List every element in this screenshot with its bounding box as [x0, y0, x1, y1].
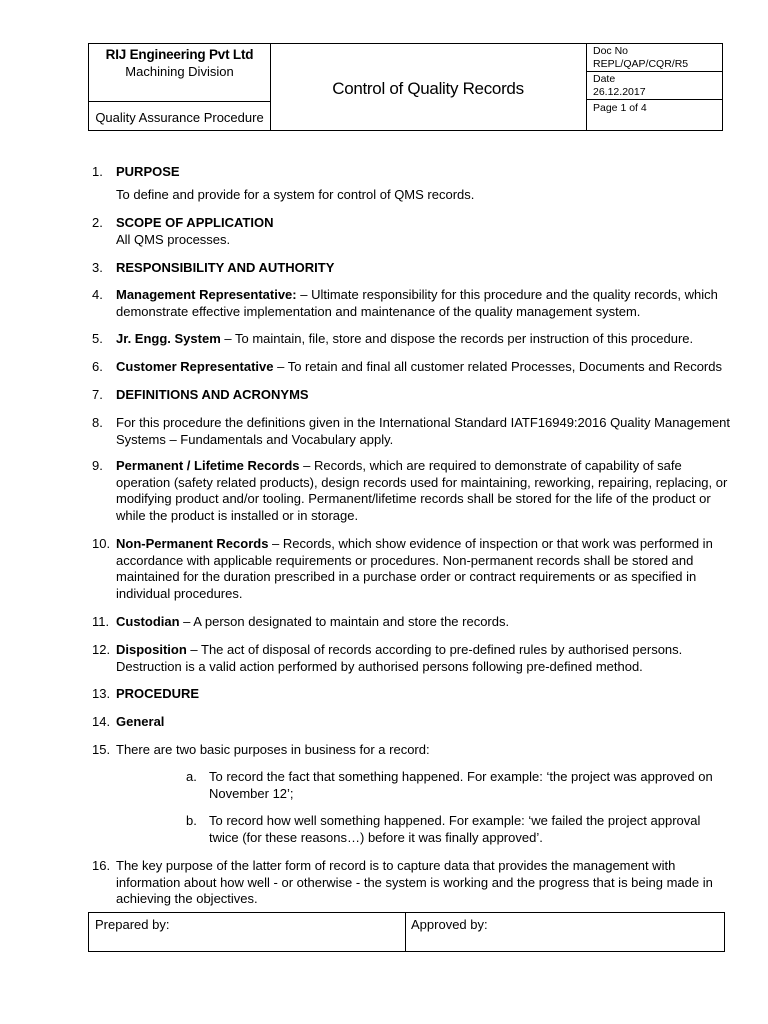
doc-no-label: Doc No: [593, 45, 629, 57]
section-heading: SCOPE OF APPLICATION: [116, 215, 274, 230]
term: Disposition: [116, 642, 187, 657]
approved-by-label: Approved by:: [411, 917, 488, 932]
header-divider: [586, 99, 722, 100]
page-number: Page 1 of 4: [593, 102, 647, 114]
body-text: All QMS processes.: [116, 232, 231, 247]
date-value: 26.12.2017: [593, 86, 646, 98]
document-page: RIJ Engineering Pvt Ltd Machining Division Quality Assurance Procedure Control of Quality Records Doc No REPL/QAP/CQR/R5 Date 26.12.2017 Page 1 of 4 1. PURPOSE To define and provide for a system for control of QMS records. 2. SCOPE OF APPLICATION All QMS processes. 3. RESPONSIBILITY AND AUTHORITY 4. Management Representative: – Ultimate responsibility for this procedure and the quality records, which demonstrate effective implementation and maintenance of the quality management system. 5. Jr. Engg. System – To maintain, file, store and dispose the records per instruction of this procedure. 6. Customer Representative – To retain and final all customer related Processes, Documents and Records 7. DEFINITIONS AND ACRONYMS 8. For this procedure the definitions given in the International Standard IATF16949:2016 Quality Management Systems – Fundamentals and Vocabulary apply. 9. Permanent / Lifetime Records – Records, which are required to demonstrate of capability of safe operation (safety related products), design records used for maintaining, reworking, repairing, replacing, or modifying product and/or tooling. Permanent/lifetime records shall be stored for the life of the product or while the product is installed or in storage. 10. Non-Permanent Records – Records, which show evidence of inspection or that work was performed in accordance with applicable requirements or procedures. Non-permanent records shall be stored and maintained for the duration prescribed in a purchase order or contract requirements or as specified in individual procedures. 11. Custodian – A person designated to maintain and store the records. 12. Disposition – The act of disposal of records according to pre-defined rules by authorised persons. Destruction is a valid action performed by authorised persons following pre-defined method. 13. PROCEDURE 14. General 15. There are two basic purposes in business for a record: a. To record the fact that something happened. For example: ‘the project was approved on November 12’; b. To record how well something happened. For example: ‘we failed the project approval twice (for these reasons…) before it was finally approved’. 16. The key purpose of the latter form of record is to capture data that provides the management with information about how well - or otherwise - the system is working and the progress that is being made in achieving the objectives. Prepared by: Approved by:: [0, 0, 768, 1024]
term: Permanent / Lifetime Records: [116, 458, 300, 473]
prepared-by-label: Prepared by:: [95, 917, 170, 932]
document-header-table: [88, 43, 723, 131]
footer-divider: [405, 913, 406, 951]
procedure-type: Quality Assurance Procedure: [95, 110, 264, 125]
body-text: For this procedure the definitions given in the International Standard IATF16949:2016 Quality Management Systems – Fundamentals and Vocabulary apply.: [116, 415, 731, 447]
term: Custodian: [116, 614, 180, 629]
section-heading: DEFINITIONS AND ACRONYMS: [116, 387, 309, 402]
section-heading: PROCEDURE: [116, 686, 200, 701]
section-heading: PURPOSE: [116, 164, 180, 179]
term: Customer Representative: [116, 359, 274, 374]
term: Jr. Engg. System: [116, 331, 221, 346]
doc-no-value: REPL/QAP/CQR/R5: [593, 58, 689, 70]
term: Non-Permanent Records: [116, 536, 269, 551]
header-divider: [89, 101, 270, 102]
header-divider: [586, 71, 722, 72]
section-heading: General: [116, 714, 165, 729]
date-label: Date: [593, 73, 616, 85]
body-text: The key purpose of the latter form of record is to capture data that provides the management with information about how well - or otherwise - the system is working and the progress that is being made in achieving the objectives.: [116, 858, 713, 906]
section-heading: RESPONSIBILITY AND AUTHORITY: [116, 260, 335, 275]
division-name: Machining Division: [125, 64, 234, 79]
body-text: To define and provide for a system for control of QMS records.: [116, 187, 475, 202]
document-title: Control of Quality Records: [332, 79, 524, 98]
approval-footer-table: [88, 912, 725, 952]
company-name: RIJ Engineering Pvt Ltd: [105, 47, 254, 62]
body-text: There are two basic purposes in business for a record:: [116, 742, 430, 757]
header-divider: [586, 44, 587, 130]
term: Management Representative:: [116, 287, 297, 302]
